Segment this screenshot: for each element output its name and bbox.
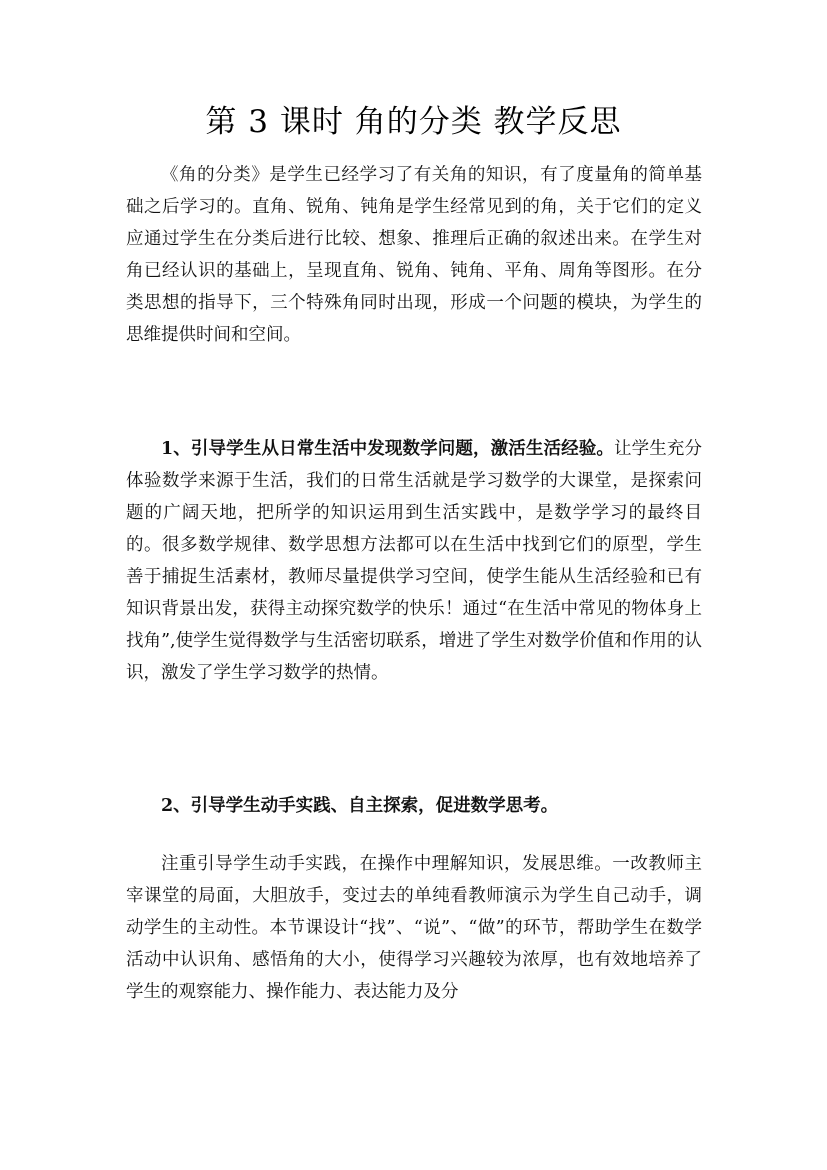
section-2-heading-block — [126, 790, 702, 822]
section-1-text: 让学生充分体验数学来源于生活，我们的日常生活就是学习数学的大课堂，是探索问题的广阔天地，把所学的知识运用到生活实践中，是数学学习的最终目的。很多数学规律、数学思想方法都可以在生活中找到它们的原型，学生善于捕捉生活素材，教师尽量提供学习空间，使学生能从生活经验和已有知识背景出发，获得主动探究数学的快乐！通过“在生活中常见的物体身上找角”,使学生觉得数学与生活密切联系，增进了学生对数学价值和作用的认识，激发了学生学习数学的热情。 — [126, 439, 702, 683]
page-title: 第 3 课时 角的分类 教学反思 — [205, 104, 622, 140]
section-2-text: 注重引导学生动手实践，在操作中理解知识，发展思维。一改教师主宰课堂的局面，大胆放手，变过去的单纯看教师演示为学生自己动手，调动学生的主动性。本节课设计“找”、“说”、“做”的环节，帮助学生在数学活动中认识角、感悟角的大小，使得学习兴趣较为浓厚，也有效地培养了学生的观察能力、操作能力、表达能力及分 — [126, 854, 702, 1002]
section-1-heading: 1、引导学生从日常生活中发现数学问题，激活生活经验。 — [161, 439, 614, 459]
intro-paragraph-block — [126, 159, 702, 351]
section-1-paragraph — [126, 433, 702, 689]
section-1-block — [126, 433, 702, 689]
section-2-block — [126, 848, 702, 1008]
section-2-heading: 2、引导学生动手实践、自主探索，促进数学思考。 — [161, 796, 559, 816]
intro-paragraph: 《角的分类》是学生已经学习了有关角的知识，有了度量角的简单基础之后学习的。直角、锐角、钝角是学生经常见到的角，关于它们的定义应通过学生在分类后进行比较、想象、推理后正确的叙述出来。在学生对角已经认识的基础上，呈现直角、锐角、钝角、平角、周角等图形。在分类思想的指导下，三个特殊角同时出现，形成一个问题的模块，为学生的思维提供时间和空间。 — [126, 165, 702, 345]
